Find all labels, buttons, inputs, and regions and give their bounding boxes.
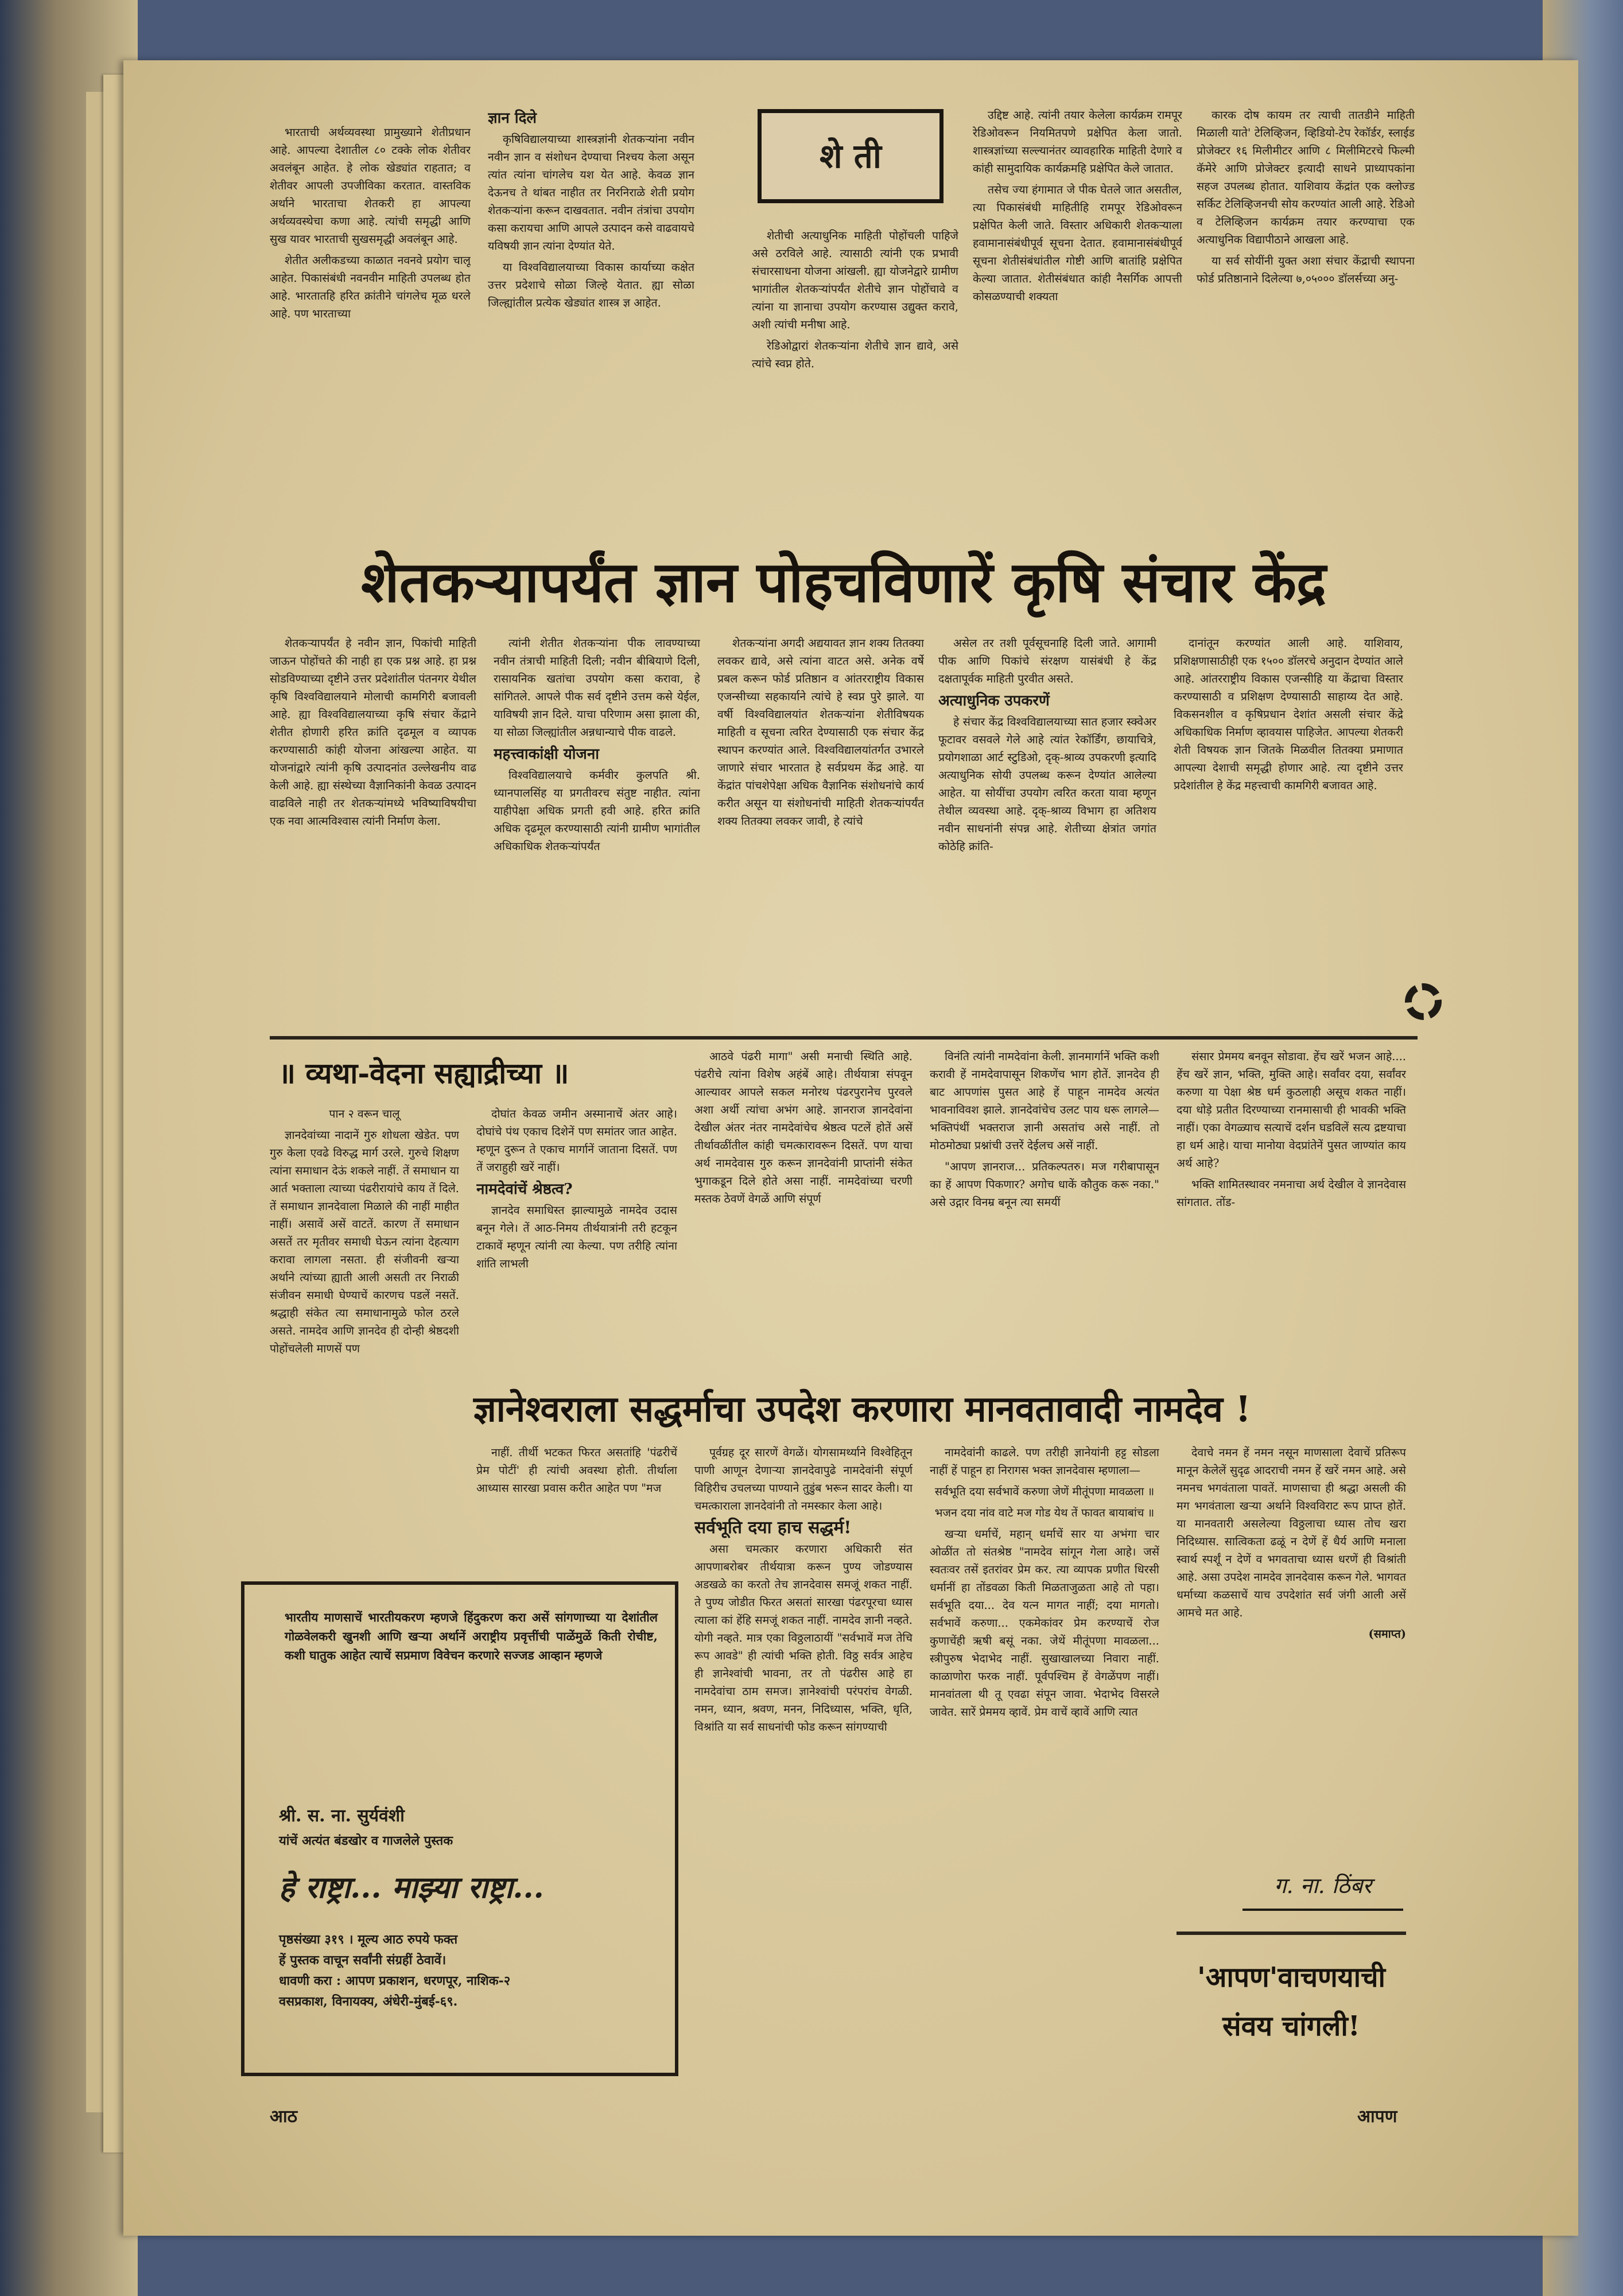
abhang-verse: भजन दया नांव वाटे मज गोड येथ तें फावत बायाबांच ॥ — [934, 1506, 1155, 1519]
author-signature: ग. ना. ठिंबर — [1243, 1863, 1403, 1911]
ad-detail-line: हें पुस्तक वाचून सर्वांनी संग्रहीं ठेवावें। — [279, 1953, 446, 1968]
paragraph: शेतीची अत्याधुनिक माहिती पोहोंचली पाहिजे असे ठरविले आहे. त्यासाठी त्यांनी एक प्रभावी संचारसाधना योजना आंखली. ह्या योजनेद्वारे ग्रामीण भागांतील शेतकऱ्यांपर्यंत शेतीचे ज्ञान पोहोंचावे व त्यांना या ज्ञानाचा उपयोग करण्यास उद्युक्त करावे, अशी त्यांची मनीषा आहे. — [752, 229, 958, 331]
mid-col-2 — [494, 634, 700, 1036]
paragraph: शेतीत अलीकडच्या काळात नवनवे प्रयोग चालू आहेत. पिकासंबंधी नवनवीन माहिती उपलब्ध होत आहे. भारतातहि हरित क्रांतीने चांगलेच मूळ धरले आहे. पण भारताच्या — [270, 254, 471, 320]
ad-book-title: हे राष्ट्रा... माझ्या राष्ट्रा... — [279, 1870, 544, 1905]
subheading-mahatvakanshi-yojana: महत्त्वाकांक्षी योजना — [494, 746, 599, 763]
paragraph: हे संचार केंद्र विश्वविद्यालयाच्या सात हजार स्क्वेअर फूटावर वसवले गेले आहे त्यांत रेकॉर्डिंग, छायाचित्रे, प्रयोगशाळा आर्ट स्टुडिओ, दृक्-श्राव्य उपकरणी इत्यादि अत्याधुनिक सोयी उपलब्ध करून देण्यांत आलेल्या आहेत. या सोयींचा उपयोग त्वरित करता यावा म्हणून तेथील व्यवस्था आहे. दृक्-श्राव्य विभाग हा अतिशय नवीन साधनांनी संपन्न आहे. शेतीच्या क्षेत्रांत जगांत कोठेहि क्रांति- — [938, 715, 1156, 853]
subheading-sarvabhuti-daya: सर्वभूति दया हाच सद्धर्म! — [694, 1518, 852, 1538]
slogan-line-2: संवय चांगली! — [1222, 2010, 1360, 2042]
bottom-col-4 — [930, 1444, 1159, 2075]
book-advertisement — [241, 1581, 678, 2076]
paragraph: त्यांनी शेतीत शेतकऱ्यांना पीक लावण्याच्या नवीन तंत्राची माहिती दिली; नवीन बीबियाणे दिली, रासायनिक खतांचा उपयोग कसा करावा, हे सांगितले. आपले पीक सर्व दृष्टीने उत्तम कसे येईल, याविषयी ज्ञान दिले. याचा परिणाम असा झाला की, या सोळा जिल्ह्यांतील अन्नधान्याचे पीक वाढले. — [494, 637, 700, 739]
bottom-col-3 — [694, 1444, 913, 2075]
subheading-atyadhunik-upkarane: अत्याधुनिक उपकरणें — [938, 692, 1050, 709]
paragraph: आठवे पंढरी मागा" असी मनाची स्थिति आहे. पंढरीचे त्यांना विशेष अहंबें आहे। तीर्थयात्रा संपवून आल्यावर आपले सकल मनोरथ पंढरपुरानेच पुरवले अशा अर्थी त्यांचा अभंग आहे. ज्ञानराज ज्ञानदेवांना देखील अंतर नंतर नामदेवांचेच श्रेष्ठत्व पटलें होतें असें तीर्थावळींतील कांही चमत्कारावरून दिसतें. पण याचा अर्थ नामदेवास गुरु करून ज्ञानदेवांनी प्राप्तांनी संकेत भुगाकडून दिले होते असा नाहीं. नामदेवांच्या चरणी मस्तक ठेवणें वेगळें आणि संपूर्ण — [694, 1050, 913, 1205]
top-col-5 — [1197, 106, 1415, 537]
paragraph: असा चमत्कार करणारा अधिकारी संत आपणाबरोबर तीर्थयात्रा करून पुण्य जोडण्यास अडखळे का करतो तेच ज्ञानदेवास समजूं शकत नाहीं. ते पुण्य जोडीत फिरत असतां सारखा पंढरपूरचा ध्यास त्याला कां हेंहि समजूं शकत नाहीं. नामदेव ज्ञानी नव्हते. योगी नव्हते. मात्र एका विठ्ठलाठायीं "सर्वभावें मज तेचि रूप आवडे" ही त्यांची भक्ति होती. विठ्ठ सर्वत्र आहेच ही ज्ञानेश्वांची भावना, तर तो पंढरीस आहे हा नामदेवांचा ठाम समज। ज्ञानेश्वांची परंपरांच वेगळी. नमन, ध्यान, श्रवण, मनन, निदिध्यास, भक्ति, धृति, विश्रांति या सर्व साधनांची फोड करून सांगण्याची — [694, 1542, 913, 1733]
mid-col-1 — [270, 634, 476, 1036]
quote: "आपण ज्ञानराज... प्रतिकल्पतरु। मज गरीबापासून का हें आपण पिकणार? अगोच धाकें कौतुक करू नका." असे उद्गार विनम्र बनून त्या समयीं — [930, 1160, 1159, 1209]
ad-description: भारतीय माणसाचें भारतीयकरण म्हणजे हिंदुकरण करा असें सांगणाच्या या देशांतील गोळवेलकरी खुनशी आणि खऱ्या अर्थानें अराष्ट्रीय प्रवृत्तींची पाळेंमुळें किती रोचीष्ट, कशी घातुक आहेत त्याचें सप्रमाण विवेचन करणारे सज्जड आव्हान म्हणजे — [285, 1610, 658, 1662]
mid-col-4 — [938, 634, 1156, 1036]
end-mark-icon — [1400, 979, 1446, 1025]
paragraph: नामदेवांनी काढले. पण तरीही ज्ञानेयांनी हट्ट सोडला नाहीं हें पाहून हा निरागस भक्त ज्ञानदेवास म्हणाला— — [930, 1446, 1159, 1477]
paragraph: विनंति त्यांनी नामदेवांना केली. ज्ञानमार्गानें भक्ति कशी करावी हें नामदेवापासून शिकणेंच भाग होतें. ज्ञानदेव ही बाट आपणांस पुसत आहे हें पाहून नामदेव अत्यंत भावनाविवश झाले. ज्ञानदेवांचेच उलट पाय धरू लागले— भक्तिपंथीं भक्तराज ज्ञानी असतांच असे नाहीं. तो मोठमोठ्या प्रश्नांची उत्तरें देईलच असें नाहीं. — [930, 1050, 1159, 1152]
paragraph: दोघांत केवळ जमीन अस्मानाचें अंतर आहे। दोघांचे पंथ एकाच दिशेनें पण समांतर जात आहेत. म्हणून दुरून ते एकाच मार्गानें जाताना दिसतें. पण तें जराहुही खरें नाहीं। — [476, 1107, 677, 1174]
lower-col-2 — [476, 1105, 677, 1375]
paragraph: या सर्व सोयींनी युक्त अशा संचार केंद्राची स्थापना फोर्ड प्रतिष्ठानाने दिलेल्या ७,०५००० डॉलर्सच्या अनु- — [1197, 254, 1415, 285]
ad-author: श्री. स. ना. सुर्यवंशी — [279, 1806, 405, 1826]
slogan-rule — [1177, 1932, 1406, 1935]
paragraph: या विश्वविद्यालयाच्या विकास कार्याच्या कक्षेत उत्तर प्रदेशाचे सोळा जिल्हे येतात. ह्या सोळा जिल्ह्यांतील प्रत्येक खेड्यांत शास्त्र ज्ञ आहेत. — [488, 261, 694, 309]
paragraph: शेतकऱ्यापर्यंत हे नवीन ज्ञान, पिकांची माहिती जाऊन पोहोंचते की नाही हा एक प्रश्न आहे. हा प्रश्न सोडविण्याच्या दृष्टीने उत्तर प्रदेशांतील पंतनगर येथील कृषि विश्वविद्यालयाने मोलाची कामगिरी बजावली आहे. ह्या विश्वविद्यालयाच्या कृषि संचार केंद्राने शेतीत होणारी हरित क्रांति दृढमूल व व्यापक करण्यासाठी कांही योजना आंखल्या आहेत. या योजनांद्वारे त्यांनी कृषि उत्पादनांत उल्लेखनीय वाढ केली आहे. ह्या संस्थेच्या वैज्ञानिकांनी केवळ उत्पादन वाढविले नाही तर शेतकऱ्यांमध्ये भविष्याविषयीचा एक नवा आत्मविश्वास त्यांनी निर्माण केला. — [270, 637, 476, 828]
footer-magazine-name: आपण — [1357, 2107, 1397, 2127]
paragraph: संसार प्रेममय बनवून सोडावा. हेंच खरें भजन आहे.... हेंच खरें ज्ञान, भक्ति, मुक्ति आहे। सर्वांवर दया, सर्वांवर करुणा या पेक्षा श्रेष्ठ धर्म कुठलाही असूच शकत नाहीं। दया धोड़े प्रतीत दिरण्याच्या रानमासाची ही भावकी भक्ति नाहीं। एका वेगळ्याच सत्याचें दर्शन घडविलें सत्य द्रष्टयाचा हा धर्म आहे। याचा मानोया वेदप्रांतेनें पुसत जाण्यांत काय अर्थ आहे? — [1177, 1050, 1406, 1170]
paragraph: पूर्वग्रह दूर सारणें वेगळें। योगसामर्थ्याने विश्वेहितून पाणी आणून देणाऱ्या ज्ञानदेवापुढे नामदेवांनी संपूर्ण विहिरीच उचलच्या पाण्याने तुडुंब भरून सादर केली। या चमत्काराला ज्ञानदेवांनी तो नमस्कार केला आहे। — [694, 1446, 913, 1512]
paragraph: रेडिओद्वारां शेतकऱ्यांना शेतीचे ज्ञान द्यावे, असे त्यांचे स्वप्न होते. — [752, 339, 958, 370]
paragraph: भारताची अर्थव्यवस्था प्रामुख्याने शेतीप्रधान आहे. आपल्या देशातील ८० टक्के लोक शेतीवर अवलंबून आहेत. हे लोक खेड्यांत राहतात; व शेतीवर आपली उपजीविका करतात. वास्तविक अर्थाने भारताचा शेतकरी हा आपल्या अर्थव्यवस्थेचा कणा आहे. त्यांची समृद्धी आणि सुख यावर भारताची सुखसमृद्धी अवलंबून आहे. — [270, 126, 471, 246]
paragraph: ज्ञानदेव समाधिस्त झाल्यामुळे नामदेव उदास बनून गेले। तें आठ-निमय तीर्थयात्रांनी तरी हटकून टाकावें म्हणून त्यांनी त्या केल्या. पण तरीहि त्यांना शांति लाभली — [476, 1204, 677, 1270]
lower-col-5 — [1177, 1048, 1406, 1375]
section-divider — [270, 1036, 1418, 1040]
article-title-vyatha-vedana: ॥ व्यथा-वेदना सह्याद्रीच्या ॥ — [278, 1056, 569, 1090]
lower-col-3 — [694, 1048, 913, 1375]
bottom-col-5 — [1177, 1444, 1406, 1891]
slogan-line-1: 'आपण'वाचणयाची — [1197, 1961, 1385, 1994]
mid-col-3 — [717, 634, 924, 1036]
ad-detail-line: धावणी करा : आपण प्रकाशन, धरणपूर, नाशिक-२ — [279, 1973, 511, 1988]
newspaper-page — [123, 60, 1578, 2236]
paragraph: तसेच ज्या हंगामात जे पीक घेतले जात असतील, त्या पिकासंबंधी माहितीहि रामपूर रेडिओवरून प्रक्षेपित केली जाते. विस्तार अधिकारी शेतकऱ्याला हवामानासंबंधीपूर्व सूचना देतात. हवामानासंबंधीपूर्व सूचना शेतीसंबंधांतील गोष्टी आणि बातांहि प्रक्षेपित केल्या जातात. शेतीसंबंधात कांही नैसर्गिक आपत्ती कोसळण्याची शक्यता — [973, 183, 1182, 303]
headline-manavatavadi-namdev: ज्ञानेश्वराला सद्धर्माचा उपदेश करणारा मानवतावादी नामदेव ! — [473, 1388, 1251, 1430]
ad-detail-line: पृष्ठसंख्या ३१९ । मूल्य आठ रुपये फक्त — [279, 1932, 458, 1947]
paragraph: कारक दोष कायम तर त्याची तातडीने माहिती मिळाली याते' टेलिव्हिजन, व्हिडियो-टेप रेकॉर्डर, स्लाईड प्रोजेक्टर १६ मिलीमीटर आणि ८ मिलीमिटरचे फिल्मी कॅमेरे आणि प्रोजेक्टर इत्यादी साधने प्राध्यापकांना सहज उपलब्ध होतात. याशिवाय केंद्रांत एक क्लोज्ड सर्किट टेलिव्हिजनची सोय करण्यांत आली आहे. रेडिओ व टेलिव्हिजन कार्यक्रम तयार करण्याचा एक अत्याधुनिक विद्यापीठाने आखला आहे. — [1197, 108, 1415, 246]
top-col-2 — [488, 106, 694, 537]
paragraph: नाहीं. तीर्थी भटकत फिरत असतांहि 'पंढरीचें प्रेम पोटीं' ही त्यांची अवस्था होती. तीर्थाला आध्यास सारखा प्रवास करीत आहेत पण "मज — [476, 1446, 677, 1495]
lower-col-1 — [270, 1105, 459, 1518]
lower-col-4 — [930, 1048, 1159, 1375]
paragraph: ज्ञानदेवांच्या नादानें गुरु शोधला खेडेत. पण गुरु केला एवढे विरुद्ध मार्ग उरले. गुरुचे शिक्षण त्यांना समाधान देऊं शकले नाहीं. तें समाधान या आर्त भक्ताला त्याच्या पंढरीरायांचे काय तें दिले. तें समाधान ज्ञानदेवाला मिळाले की नाहीं माहीत नाहीं। असावें असें वाटतें. कारण तें समाधान असतें तर मृतीवर समाधी घेऊन त्यांना देहत्याग करावा लागला नसता. ही संजीवनी खऱ्या अर्थाने त्यांच्या ह्याती आली असती तर निराळी संजीवन समाधी घेण्याचें कारणच पडलें नसतें. श्रद्धाही संकेत त्या समाधानामुळे फोल ठरले असते. नामदेव आणि ज्ञानदेव ही दोन्ही श्रेष्ठदशी पोहोंचलेली माणसें पण — [270, 1128, 459, 1355]
continued-note: पान २ वरून चालू — [329, 1107, 400, 1120]
top-col-4 — [973, 106, 1182, 537]
headline-krishi-sanchar-kendra: शेतकऱ्यापर्यंत ज्ञान पोहचविणारें कृषि संचार केंद्र — [361, 549, 1326, 615]
ad-detail-line: वसप्रकाश, विनायक्य, अंधेरी-मुंबई-६९. — [279, 1994, 458, 2009]
bottom-col-2 — [476, 1444, 677, 1576]
paragraph: उद्दिष्ट आहे. त्यांनी तयार केलेला कार्यक्रम रामपूर रेडिओवरून नियमितपणे प्रक्षेपित केला जातो. शास्त्रज्ञांच्या सल्ल्यानंतर व्यावहारिक माहिती देणारे व कांही सामुदायिक कार्यक्रमहि प्रक्षेपित केले जातात. — [973, 108, 1182, 175]
paragraph: खऱ्या धर्माचें, महान् धर्माचें सार या अभंगा चार ओळींत तो संतश्रेष्ठ "नामदेव सांगून गेला आहे। जसें स्वतःवर तसें इतरांवर प्रेम कर. त्या व्यापक प्रणीत धिरसी धर्मानीं हा तोंडवळा किती मिळताजुळता आहे तो पहा। सर्वभूति दया... देव यत्न मागत नाहीं; दया मागतो। सर्वभावें करुणा... एकमेकांवर प्रेम करण्याचें रोज कुणाचेंही ऋषी बसूं नका. जेथें मीतूंपणा मावळला... स्त्रीपुरुष भेदाभेद नाहीं. सुखाखालच्या निवारा नाहीं. काळाणोरा फरक नाहीं. पूर्वपश्चिम हें वेगळेंपण नाहीं। मानवांतला थी तू एवढा संपून जावा. भेदाभेद विसरले जावेत. सारें प्रेममय व्हावें. प्रेम वाचें व्हावें आणि त्यात — [930, 1527, 1159, 1719]
ad-details — [279, 1929, 658, 2012]
paragraph: देवाचे नमन हें नमन नसून माणसाला देवाचें प्रतिरूप मानून केलेलें सुदृढ आदराची नमन हें खरें नमन आहे. असे नमनच भगवंताला पावतें. माणसाचा ही श्रद्धा असली की मग भगवंताला खऱ्या अर्थाने विश्वविराट रूप प्राप्त होतें. या मानवतारी असलेल्या विठ्ठलाचा ध्यास तोच खरा निदिध्यास. सात्विकता ढळूं न देणें हें धैर्य आणि मनाला स्वार्थ स्पर्शूं न देणें व भगवताचा ध्यास धरणें ही विश्रांती आहे. असा उपदेश नामदेव ज्ञानदेवास करून गेले. भागवत धर्माच्या कळसाचें याच उपदेशांत सर्व जंगी आली असें आमचे मत आहे. — [1177, 1446, 1406, 1619]
paragraph: कृषिविद्यालयाच्या शास्त्रज्ञांनी शेतकऱ्यांना नवीन नवीन ज्ञान व संशोधन देण्याचा निश्चय केला असून त्यांत त्यांना चांगलेच यश येत आहे. केवळ ज्ञान देऊनच ते थांबत नाहीत तर निरनिराळे शेती प्रयोग शेतकऱ्यांना करून दाखवतात. नवीन तंत्रांचा उपयोग कसा करायचा आणि आपले उत्पादन कसे वाढवायचे यविषयी ज्ञान त्यांना देण्यांत येते. — [488, 133, 694, 253]
mid-col-5 — [1174, 634, 1403, 979]
paragraph: असेल तर तशी पूर्वसूचनाहि दिली जाते. आगामी पीक आणि पिकांचे संरक्षण यासंबंधी हे केंद्र दक्षतापूर्वक माहिती पुरवीत असते. — [938, 637, 1156, 685]
ad-author-subtitle: यांचें अत्यंत बंडखोर व गाजलेले पुस्तक — [279, 1833, 453, 1848]
subheading-namdevanche-shreshtatva: नामदेवांचें श्रेष्ठत्व? — [476, 1181, 573, 1198]
paragraph: शेतकऱ्यांना अगदी अद्ययावत ज्ञान शक्य तितक्या लवकर द्यावे, असे त्यांना वाटत असे. अनेक वर्षे प्रबल करून फोर्ड प्रतिष्ठान व आंतरराष्ट्रीय विकास एजन्सीच्या सहकार्याने त्यांचे हे स्वप्न पुरे झाले. या वर्षी विश्वविद्यालयांत शेतकऱ्यांना शेतीविषयक माहिती व सूचना त्वरित देण्यासाठी एक संचार केंद्र स्थापन करण्यांत आले. विश्वविद्यालयांतर्गत उभारले जाणारे संचार भारतात हे सर्वप्रथम केंद्र आहे. या केंद्रांत पांचशेपेक्षा अधिक वैज्ञानिक संशोधनांचे कार्य करीत असून या संशोधनांची माहिती शेतकऱ्यांपर्यंत शक्य तितक्या लवकर जावी, हे त्यांचे — [717, 637, 924, 828]
section-box-sheti: शे ती — [758, 109, 943, 203]
paragraph: विश्वविद्यालयाचे कर्मवीर कुलपति श्री. ध्यानपालसिंह या प्रगतीवरच संतुष्ट नाहीत. त्यांना याहीपेक्षा अधिक प्रगती हवी आहे. हरित क्रांति अधिक दृढमूल करण्यासाठी त्यांनी ग्रामीण भागांतील अधिकाधिक शेतकऱ्यांपर्यंत — [494, 769, 700, 853]
end-note: (समाप्त) — [1368, 1627, 1406, 1640]
abhang-verse: सर्वभूति दया सर्वभावें करुणा जेणें मीतूंपणा मावळला ॥ — [934, 1485, 1155, 1498]
subheading-gyan-dile: ज्ञान दिले — [488, 110, 537, 127]
top-col-1 — [270, 123, 471, 537]
footer-page-number: आठ — [270, 2107, 298, 2127]
paragraph: दानांतून करण्यांत आली आहे. याशिवाय, प्रशिक्षणासाठीही एक १५०० डॉलरचे अनुदान देण्यांत आले आहे. आंतरराष्ट्रीय विकास एजन्सीहि या केंद्राचा विस्तार करण्यासाठी व प्रशिक्षण देण्यासाठी साहाय्य देत आहे. विकसनशील व कृषिप्रधान देशांत असली संचार केंद्रे अधिकाधिक निर्माण व्हावयास पाहिजेत. आपल्या शेतकरी शेती विषयक ज्ञान जितके मिळवील तितक्या प्रमाणात आपल्या देशाची समृद्धी होणार आहे. त्या दृष्टीने उत्तर प्रदेशांतील हे केंद्र महत्त्वाची कामगिरी बजावत आहे. — [1174, 637, 1403, 792]
top-col-3 — [752, 227, 958, 537]
paragraph: भक्ति शामितस्थावर नमनाचा अर्थ देखील वे ज्ञानदेवास सांगतात. तोंड- — [1177, 1178, 1406, 1209]
